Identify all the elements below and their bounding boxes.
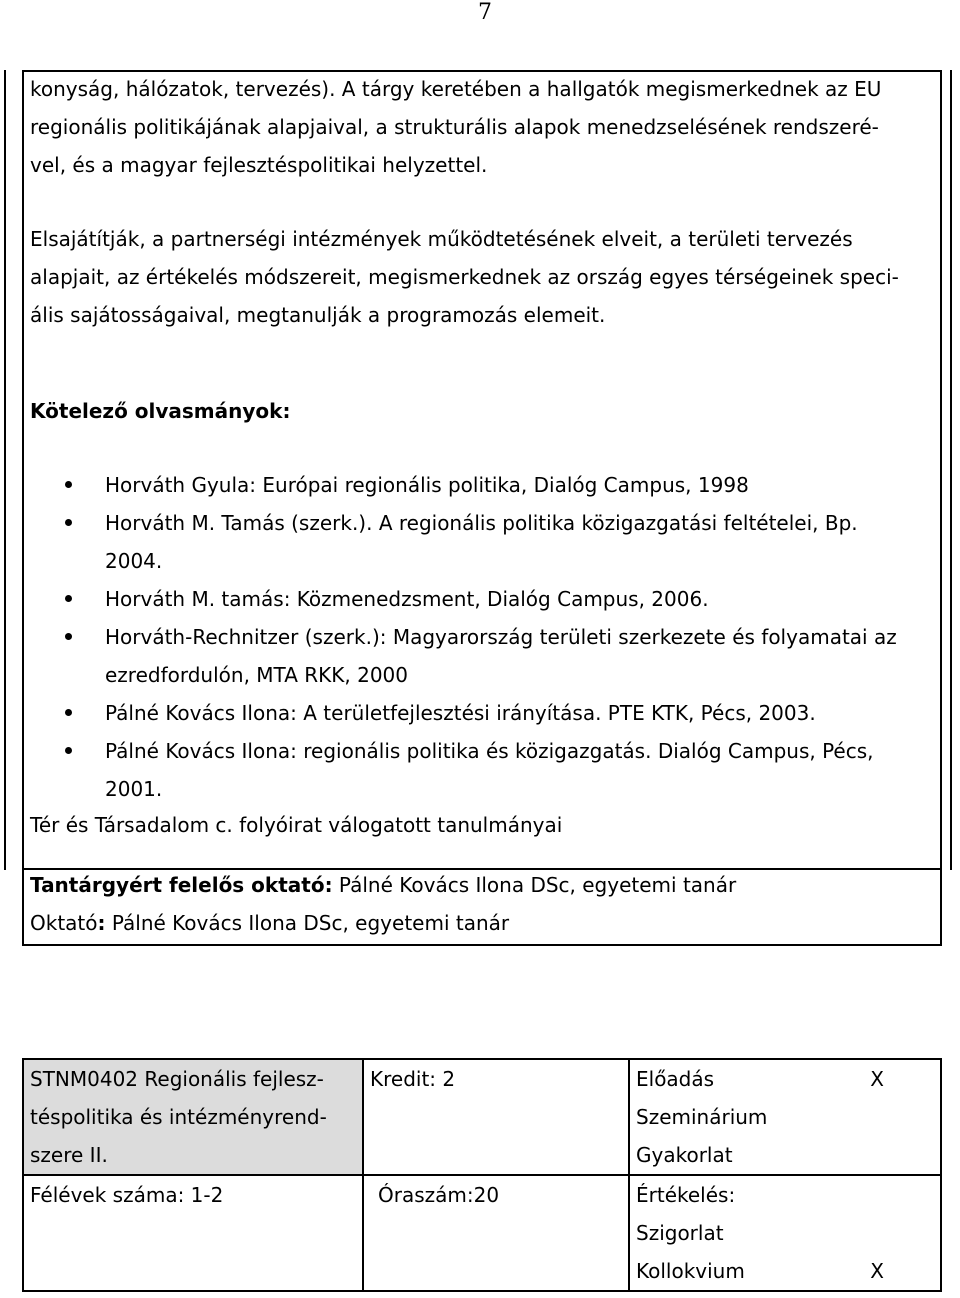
responsible-value: Pálné Kovács Ilona DSc, egyetemi tanár — [332, 873, 737, 897]
teacher-line — [30, 904, 509, 942]
bullet-icon — [65, 709, 72, 716]
reading-item — [30, 580, 950, 618]
objectives-line: alapjait, az értékelés módszereit, megismerkednek az ország egyes térségeinek speci- — [30, 265, 899, 289]
reading-text: 2004. — [105, 549, 163, 573]
reading-text: ezredfordulón, MTA RKK, 2000 — [105, 663, 408, 687]
objectives-paragraph — [30, 220, 950, 334]
form-option: Szeminárium — [636, 1105, 768, 1129]
intro-line: vel, és a magyar fejlesztéspolitikai helyzettel. — [30, 153, 488, 177]
readings-list — [30, 466, 950, 808]
bullet-icon — [65, 481, 72, 488]
form-label: Előadás — [636, 1067, 715, 1091]
reading-text: Pálné Kovács Ilona: A területfejlesztési irányítása. PTE KTK, Pécs, 2003. — [105, 701, 816, 725]
responsible-line — [30, 866, 736, 904]
reading-item — [30, 732, 950, 808]
reading-item — [30, 694, 950, 732]
reading-item — [30, 504, 950, 580]
reading-text: Horváth Gyula: Európai regionális politika, Dialóg Campus, 1998 — [105, 473, 749, 497]
reading-text: 2001. — [105, 777, 163, 801]
extra-reading: Tér és Társadalom c. folyóirat válogatott tanulmányai — [30, 813, 563, 837]
form-option — [636, 1060, 934, 1098]
course-title-cell — [23, 1059, 363, 1175]
reading-text: Pálné Kovács Ilona: regionális politika és közigazgatás. Dialóg Campus, Pécs, — [105, 739, 874, 763]
course-info-table — [22, 1058, 942, 1292]
credit-cell — [363, 1059, 629, 1175]
bullet-icon — [65, 633, 72, 640]
reading-text: Horváth M. tamás: Közmenedzsment, Dialóg Campus, 2006. — [105, 587, 709, 611]
intro-line: konyság, hálózatok, tervezés). A tárgy keretében a hallgatók megismerkednek az EU — [30, 77, 882, 101]
teacher-colon: : — [97, 911, 106, 935]
bullet-icon — [65, 747, 72, 754]
teacher-value: Pálné Kovács Ilona DSc, egyetemi tanár — [105, 911, 510, 935]
bullet-icon — [65, 519, 72, 526]
evaluation-option — [636, 1252, 934, 1290]
reading-text: Horváth M. Tamás (szerk.). A regionális politika közigazgatási feltételei, Bp. — [105, 511, 858, 535]
semesters-cell — [23, 1175, 363, 1291]
reading-item — [30, 618, 950, 694]
hours-value: Óraszám:20 — [378, 1183, 500, 1207]
table-row — [23, 1059, 941, 1175]
form-mark: X — [870, 1067, 884, 1091]
intro-paragraph — [30, 70, 950, 184]
course-title-line: STNM0402 Regionális fejlesz- — [30, 1067, 324, 1091]
evaluation-cell — [629, 1175, 941, 1291]
objectives-line: ális sajátosságaival, megtanulják a programozás elemeit. — [30, 303, 606, 327]
outer-border-left — [4, 70, 6, 870]
reading-text: Horváth-Rechnitzer (szerk.): Magyarország területi szerkezete és folyamatai az — [105, 625, 897, 649]
intro-line: regionális politikájának alapjaival, a strukturális alapok menedzselésének rendszeré- — [30, 115, 879, 139]
course-form-cell — [629, 1059, 941, 1175]
evaluation-option: Szigorlat — [636, 1221, 724, 1245]
credit-value: Kredit: 2 — [370, 1067, 456, 1091]
evaluation-label: Értékelés: — [636, 1183, 736, 1207]
course-title-line: szere II. — [30, 1143, 108, 1167]
evaluation-option-label: Kollokvium — [636, 1259, 745, 1283]
teacher-label: Oktató — [30, 911, 98, 935]
semesters-value: Félévek száma: 1-2 — [30, 1183, 224, 1207]
objectives-line: Elsajátítják, a partnerségi intézmények működtetésének elveit, a területi tervezés — [30, 227, 853, 251]
table-row — [23, 1175, 941, 1291]
course-title-line: téspolitika és intézményrend- — [30, 1105, 327, 1129]
evaluation-mark: X — [870, 1259, 884, 1283]
hours-cell — [363, 1175, 629, 1291]
reading-item — [30, 466, 950, 504]
page-number: 7 — [478, 0, 492, 25]
outer-border-right — [950, 70, 952, 870]
bullet-icon — [65, 595, 72, 602]
form-option: Gyakorlat — [636, 1143, 733, 1167]
readings-heading: Kötelező olvasmányok: — [30, 399, 291, 423]
responsible-label: Tantárgyért felelős oktató: — [30, 873, 333, 897]
